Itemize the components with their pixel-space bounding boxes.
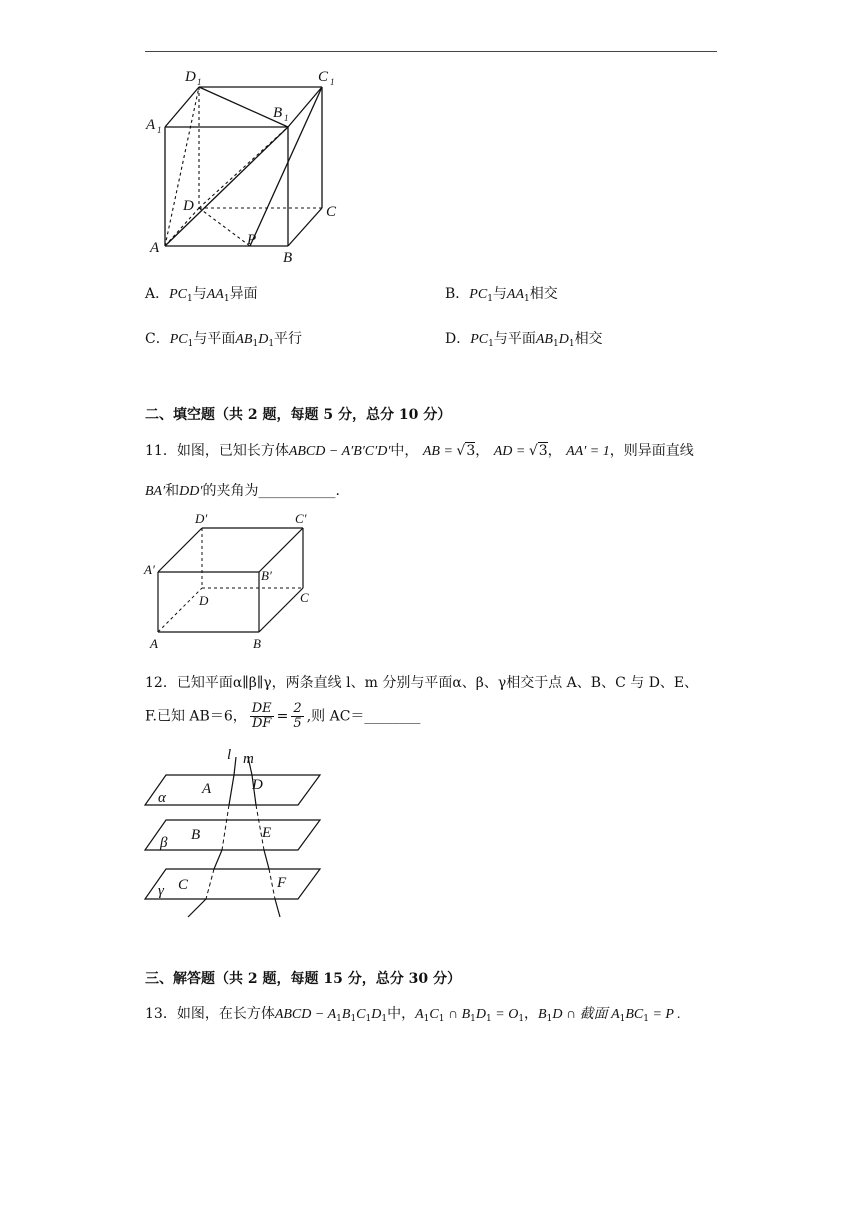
label-C1: C — [318, 69, 329, 85]
label-P: P — [247, 232, 257, 248]
section-heading-solutions: 三、解答题（共 2 题，每题 15 分，总分 30 分） — [145, 971, 461, 987]
option-b[interactable]: B．$PC_1$与$AA_1$相交 — [445, 286, 558, 304]
fraction-2-5: $\frac{2}{5}$ — [293, 701, 302, 731]
label-gamma: γ — [158, 883, 164, 899]
option-d[interactable]: D．$PC_1$与平面$AB_1D_1$相交 — [445, 331, 603, 349]
section-heading-fill-blank: 二、填空题（共 2 题，每题 5 分，总分 10 分） — [145, 407, 452, 423]
label-beta: β — [160, 835, 168, 851]
label-B: B — [283, 250, 293, 266]
label-B: B — [253, 636, 261, 651]
label-C: C — [178, 877, 189, 893]
label-D: D — [183, 198, 194, 214]
answer-blank-12[interactable]: ,则 AC＝________ — [306, 708, 421, 725]
label-m: m — [243, 751, 254, 767]
top-rule — [145, 51, 717, 52]
question-12-line2: F.已知 AB＝6， $\frac{DE}{DF}$ = $\frac{2}{5}$ ,则 AC＝________ — [145, 701, 421, 731]
label-A: A — [150, 240, 160, 256]
label-A: A — [202, 781, 212, 797]
label-Cp: C′ — [295, 511, 307, 526]
question-11-line1: 11．如图，已知长方体ABCD − A′B′C′D′中， AB = √3， AD = √3， AA′ = 1，则异面直线 — [145, 443, 694, 459]
label-Ap: A′ — [144, 562, 155, 577]
svg-text:1: 1 — [157, 125, 162, 135]
option-c[interactable]: C．$PC_1$与平面$AB_1D_1$平行 — [145, 331, 303, 349]
label-A1: A — [146, 117, 156, 133]
label-F: F — [277, 875, 287, 891]
svg-text:1: 1 — [284, 113, 289, 123]
label-A: A — [150, 636, 158, 651]
label-E: E — [262, 825, 272, 841]
cube-figure-q10 — [140, 60, 340, 270]
answer-blank-11[interactable]: ___________. — [258, 483, 340, 499]
question-12-line1: 12．已知平面α∥β∥γ，两条直线 l、m 分别与平面α、β、γ相交于点 A、B、C 与 D、E、 — [145, 675, 699, 691]
label-l: l — [227, 747, 232, 763]
label-Dp: D′ — [195, 511, 208, 526]
svg-text:1: 1 — [330, 77, 335, 87]
svg-text:1: 1 — [197, 77, 202, 87]
label-D1: D — [185, 69, 196, 85]
box-figure-q11 — [140, 508, 330, 656]
label-C: C — [300, 590, 309, 605]
option-a[interactable]: A．$PC_1$与$AA_1$异面 — [145, 286, 258, 304]
question-11-line2: BA′和DD′的夹角为___________. — [145, 483, 340, 499]
label-alpha: α — [158, 790, 166, 806]
label-C: C — [326, 204, 337, 220]
label-D: D — [252, 777, 263, 793]
label-B1: B — [273, 105, 283, 121]
label-B: B — [191, 827, 201, 843]
label-Bp: B′ — [261, 568, 272, 583]
question-13: 13．如图，在长方体ABCD − $A_1B_1C_1D_1$中，$A_1C_1$ ∩ $B_1D_1 = O_1$，$B_1D$ ∩ 截面 $A_1BC_1 = P$ . — [145, 1006, 681, 1024]
label-D: D — [199, 593, 209, 608]
fraction-de-df: $\frac{DE}{DF}$ — [251, 701, 272, 731]
planes-figure-q12 — [140, 745, 340, 920]
